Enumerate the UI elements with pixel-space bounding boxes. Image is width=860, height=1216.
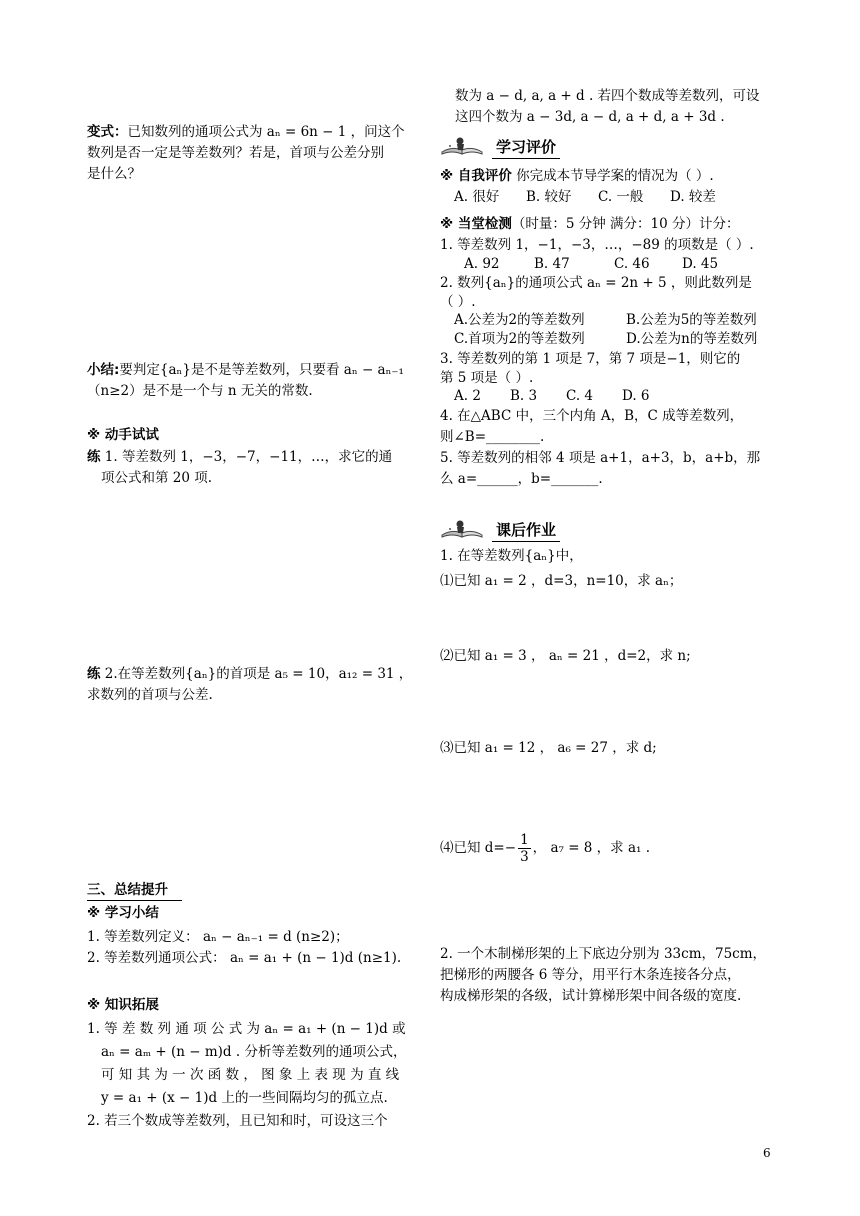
self-eval-label: ※ 自我评价 — [440, 168, 512, 184]
section-3-underline — [87, 900, 182, 901]
question-3-line-2: 第 5 项是（ ）. — [440, 370, 534, 386]
study-summary-list — [87, 927, 427, 969]
question-1-option-b: B. 47 — [534, 256, 570, 272]
exercise-1-line-2: 项公式和第 20 项. — [101, 470, 213, 486]
question-4-line-1: 4. 在△ABC 中，三个内角 A，B，C 成等差数列， — [440, 408, 744, 424]
knowledge-line-2: aₙ = aₘ + (n − m)d . 分析等差数列的通项公式， — [101, 1044, 407, 1060]
homework-1d-post: ， a₇ = 8 ，求 a₁ . — [532, 840, 651, 856]
question-5-line-2: 么 a=______，b=_______. — [440, 471, 603, 487]
exercise-2-line-1: 2.在等差数列{aₙ}的首项是 a₅ = 10，a₁₂ = 31 ， — [104, 666, 413, 682]
exercise-2-label: 练 — [87, 666, 101, 682]
question-1-text: 1. 等差数列 1，−1，−3，…，−89 的项数是（ ）. — [440, 237, 754, 253]
summary-item-1: 1. 等差数列定义： aₙ − aₙ₋₁ = d (n≥2)； — [87, 929, 349, 945]
exercise-2-line-2: 求数列的首项与公差. — [87, 687, 213, 703]
self-evaluation — [440, 166, 785, 208]
variant-line-3: 是什么？ — [87, 166, 141, 182]
question-1-option-a: A. 92 — [464, 256, 500, 272]
in-class-check — [440, 214, 785, 490]
study-summary-header: ※ 学习小结 — [87, 905, 159, 921]
question-3-option-a: A. 2 — [454, 388, 481, 404]
question-2-line-2: （ ）. — [440, 294, 476, 310]
knowledge-header: ※ 知识拓展 — [87, 997, 159, 1013]
question-3-option-d: D. 6 — [622, 388, 650, 404]
try-header: ※ 动手试试 — [87, 427, 159, 443]
homework-1 — [440, 546, 785, 592]
question-3-option-c: C. 4 — [566, 388, 594, 404]
summary-line-2: （n≥2）是不是一个与 n 无关的常数. — [87, 383, 313, 399]
summary-label: 小结: — [87, 362, 120, 378]
variant-line-1: 已知数列的通项公式为 aₙ = 6n − 1 ，问这个 — [127, 124, 405, 140]
question-1-option-d: D. 45 — [682, 256, 719, 272]
question-2-option-b: B.公差为5的等差数列 — [626, 312, 757, 328]
check-label: ※ 当堂检测 — [440, 216, 512, 232]
homework-1d — [440, 832, 650, 865]
continuation-line-1: 数为 a − d, a, a + d . 若四个数成等差数列，可设 — [455, 88, 760, 104]
homework-2-line-2: 把梯形的两腰各 6 等分，用平行木条连接各分点， — [440, 967, 741, 983]
exercise-1-label: 练 — [87, 449, 101, 465]
knowledge-line-5: 2. 若三个数成等差数列，且已知和时，可设这三个 — [87, 1113, 388, 1129]
homework-1b: ⑵已知 a₁ = 3 ， aₙ = 21 ，d=2，求 n; — [440, 648, 691, 664]
question-4-line-2: 则∠B=________. — [440, 429, 545, 445]
exercise-2 — [87, 664, 427, 706]
question-3-line-1: 3. 等差数列的第 1 项是 7，第 7 项是−1，则它的 — [440, 351, 741, 367]
page-number: 6 — [763, 1146, 771, 1160]
continuation-text — [455, 86, 790, 128]
self-eval-text: 你完成本节导学案的情况为（ ）. — [516, 168, 714, 184]
question-2-option-d: D.公差为n的等差数列 — [626, 331, 758, 347]
homework-1c: ⑶已知 a₁ = 12 ， a₆ = 27 ，求 d; — [440, 740, 657, 756]
question-2-option-a: A.公差为2的等差数列 — [454, 312, 585, 328]
knowledge-line-4: y = a₁ + (x − 1)d 上的一些间隔均匀的孤立点. — [101, 1090, 388, 1106]
variant-line-2: 数列是否一定是等差数列？若是，首项与公差分别 — [87, 145, 384, 161]
homework-header — [440, 517, 560, 543]
section-3-title: 三、总结提升 — [87, 882, 168, 898]
variant-label: 变式： — [87, 124, 128, 140]
reading-book-icon — [440, 517, 486, 543]
homework-1a: ⑴已知 a₁ = 2 ，d=3，n=10，求 aₙ； — [440, 573, 683, 589]
question-3-option-b: B. 3 — [510, 388, 538, 404]
variant-exercise — [87, 122, 427, 185]
self-eval-option-d: D. 较差 — [670, 189, 716, 205]
summary-note — [87, 360, 427, 402]
self-eval-option-a: A. 很好 — [454, 189, 500, 205]
question-1-option-c: C. 46 — [614, 256, 650, 272]
check-text: （时量：5 分钟 满分：10 分）计分： — [511, 216, 740, 232]
fraction — [518, 832, 531, 865]
reading-book-icon — [440, 134, 486, 160]
knowledge-list — [87, 1018, 427, 1133]
self-eval-option-b: B. 较好 — [526, 189, 572, 205]
homework-2-line-3: 构成梯形架的各级，试计算梯形架中间各级的宽度. — [440, 988, 742, 1004]
self-eval-option-c: C. 一般 — [598, 189, 644, 205]
homework-1-stem: 1. 在等差数列{aₙ}中， — [440, 548, 583, 564]
exercise-1-line-1: 1. 等差数列 1，−3，−7，−11，…，求它的通 — [104, 449, 393, 465]
question-5-line-1: 5. 等差数列的相邻 4 项是 a+1，a+3，b，a+b，那 — [440, 450, 761, 466]
exercise-1 — [87, 447, 427, 489]
continuation-line-2: 这四个数为 a − 3d, a − d, a + d, a + 3d . — [455, 109, 725, 125]
question-2-line-1: 2. 数列{aₙ}的通项公式 aₙ = 2n + 5 ，则此数列是 — [440, 275, 752, 291]
summary-line-1: 要判定{aₙ}是不是等差数列，只要看 aₙ − aₙ₋₁ — [119, 362, 404, 378]
homework-title: 课后作业 — [492, 519, 560, 542]
evaluation-header — [440, 134, 560, 160]
summary-item-2: 2. 等差数列通项公式： aₙ = a₁ + (n − 1)d (n≥1). — [87, 950, 402, 966]
fraction-numerator: 1 — [520, 832, 529, 848]
knowledge-line-1: 1. 等 差 数 列 通 项 公 式 为 aₙ = a₁ + (n − 1)d 或 — [87, 1021, 406, 1037]
evaluation-title: 学习评价 — [492, 136, 560, 159]
homework-2 — [440, 944, 785, 1007]
homework-2-line-1: 2. 一个木制梯形架的上下底边分别为 33cm，75cm， — [440, 946, 767, 962]
homework-1d-pre: ⑷已知 d=− — [440, 840, 517, 856]
question-2-option-c: C.首项为2的等差数列 — [454, 331, 585, 347]
fraction-denominator: 3 — [520, 849, 529, 865]
knowledge-line-3: 可 知 其 为 一 次 函 数 ， 图 象 上 表 现 为 直 线 — [101, 1067, 400, 1083]
